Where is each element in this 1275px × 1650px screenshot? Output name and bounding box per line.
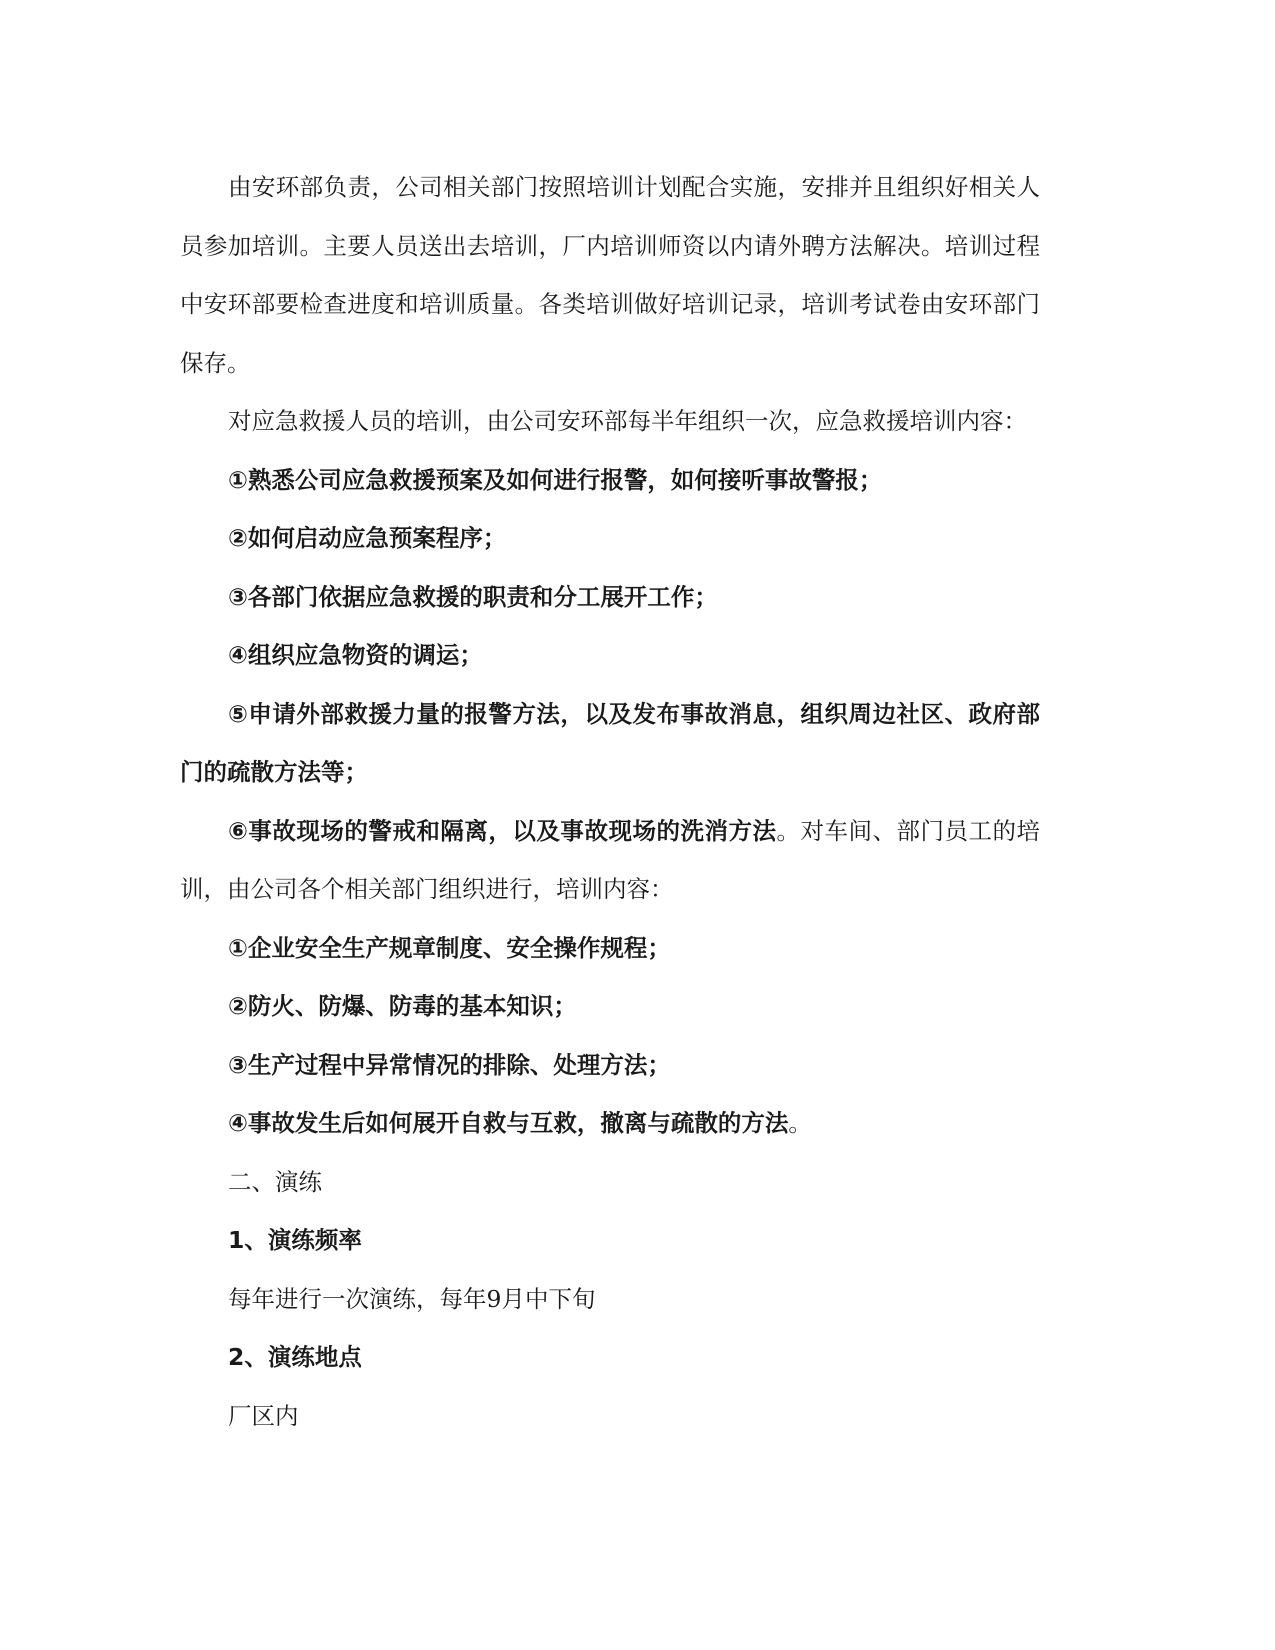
emergency-item-6 (180, 802, 1040, 919)
paragraph-training-responsibility: 由安环部负责，公司相关部门按照培训计划配合实施，安排并且组织好相关人员参加培训。主要人员送出去培训，厂内培训师资以内请外聘方法解决。培训过程中安环部要检查进度和培训质量。各类培训做好培训记录，培训考试卷由安环部门保存。 (180, 173, 1040, 377)
section-heading-drill: 二、演练 (228, 1167, 322, 1196)
drill-frequency-heading: 1、演练频率 (228, 1226, 362, 1254)
worker-item-4-bold: ④事故发生后如何展开自救与互救，撤离与疏散的方法 (228, 1109, 789, 1137)
worker-item-4 (180, 1094, 1040, 1153)
drill-frequency-text: 每年进行一次演练，每年9月中下旬 (228, 1284, 596, 1313)
worker-item-3: ③生产过程中异常情况的排除、处理方法； (228, 1050, 671, 1079)
emergency-item-1: ①熟悉公司应急救援预案及如何进行报警，如何接听事故警报； (228, 465, 883, 494)
emergency-item-3: ③各部门依据应急救援的职责和分工展开工作； (228, 582, 718, 611)
worker-item-4-period: 。 (788, 1109, 812, 1137)
emergency-item-2: ②如何启动应急预案程序； (228, 524, 507, 552)
document-body (180, 158, 1040, 1445)
worker-item-1: ①企业安全生产规章制度、安全操作规程； (228, 933, 671, 962)
emergency-item-5: ⑤申请外部救援力量的报警方法，以及发布事故消息，组织周边社区、政府部门的疏散方法等； (180, 699, 1040, 786)
worker-training-intro: 。对车间、部门员工的培训，由公司各个相关部门组织进行，培训内容： (180, 816, 1040, 903)
worker-item-2: ②防火、防爆、防毒的基本知识； (228, 992, 577, 1020)
emergency-item-4: ④组织应急物资的调运； (228, 641, 483, 669)
drill-location-heading: 2、演练地点 (228, 1343, 362, 1371)
emergency-item-6-bold: ⑥事故现场的警戒和隔离，以及事故现场的洗消方法 (228, 816, 777, 845)
drill-location-text: 厂区内 (228, 1401, 299, 1430)
paragraph-emergency-training-intro: 对应急救援人员的培训，由公司安环部每半年组织一次，应急救援培训内容： (228, 407, 1027, 435)
